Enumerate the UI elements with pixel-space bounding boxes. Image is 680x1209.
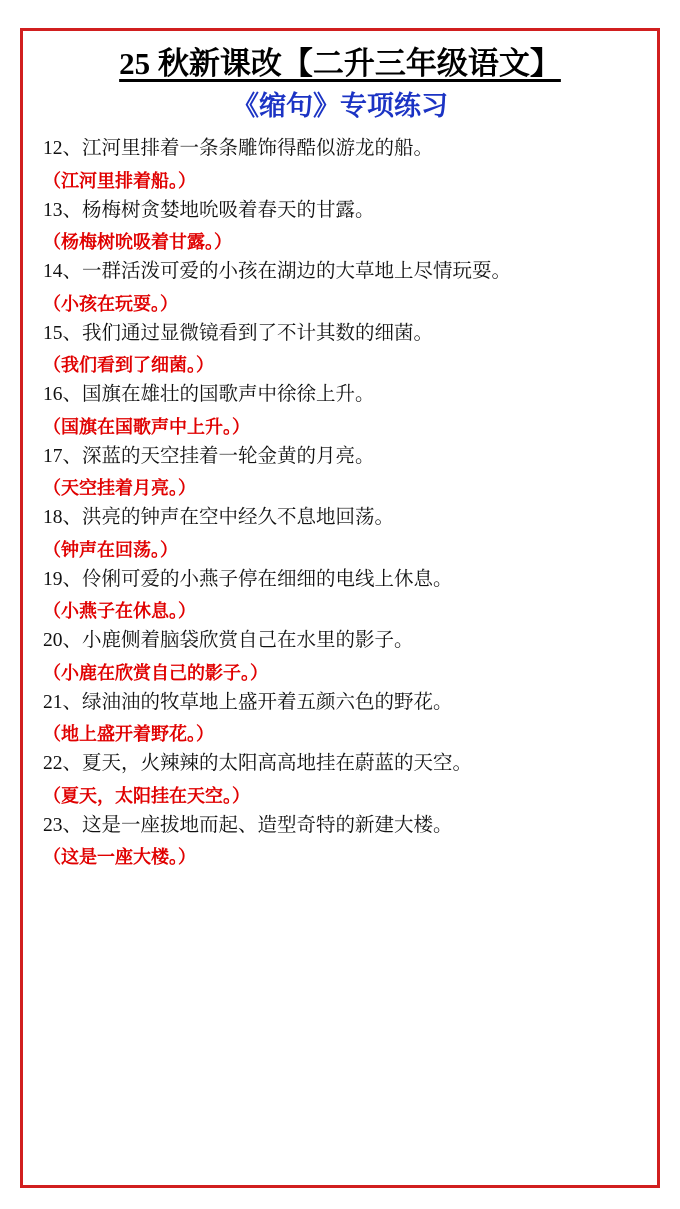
answer-line: （江河里排着船。） [43,170,196,191]
question-line: 12、江河里排着一条条雕饰得酷似游龙的船。 [43,138,434,160]
answer-line: （小孩在玩耍。） [43,293,178,314]
question-line: 15、我们通过显微镜看到了不计其数的细菌。 [43,322,434,344]
title-block [41,45,639,122]
page-subtitle: 《缩句》专项练习 [232,90,448,121]
question-line: 13、杨梅树贪婪地吮吸着春天的甘露。 [43,199,375,221]
answer-line: （钟声在回荡。） [43,539,178,560]
question-line: 18、洪亮的钟声在空中经久不息地回荡。 [43,507,395,529]
question-line: 19、伶俐可爱的小燕子停在细细的电线上休息。 [43,568,453,590]
answer-line: （小鹿在欣赏自己的影子。） [43,662,268,683]
question-line: 16、国旗在雄壮的国歌声中徐徐上升。 [43,384,375,406]
page-title: 25 秋新课改【二升三年级语文】 [119,46,561,81]
answer-line: （杨梅树吮吸着甘露。） [43,232,232,253]
worksheet-border-frame [20,28,660,1188]
question-line: 14、一群活泼可爱的小孩在湖边的大草地上尽情玩耍。 [43,261,512,283]
question-line: 17、深蓝的天空挂着一轮金黄的月亮。 [43,445,375,467]
question-line: 23、这是一座拔地而起、造型奇特的新建大楼。 [43,814,453,836]
answer-line: （天空挂着月亮。） [43,478,196,499]
question-line: 22、夏天，火辣辣的太阳高高地挂在蔚蓝的天空。 [43,753,473,775]
answer-line: （这是一座大楼。） [43,847,196,868]
answer-line: （我们看到了细菌。） [43,355,214,376]
answer-line: （国旗在国歌声中上升。） [43,416,250,437]
exercise-list [41,130,639,866]
answer-line: （小燕子在休息。） [43,601,196,622]
answer-line: （夏天，太阳挂在天空。） [43,785,250,806]
answer-line: （地上盛开着野花。） [43,724,214,745]
question-line: 21、绿油油的牧草地上盛开着五颜六色的野花。 [43,691,453,713]
question-line: 20、小鹿侧着脑袋欣赏自己在水里的影子。 [43,630,414,652]
